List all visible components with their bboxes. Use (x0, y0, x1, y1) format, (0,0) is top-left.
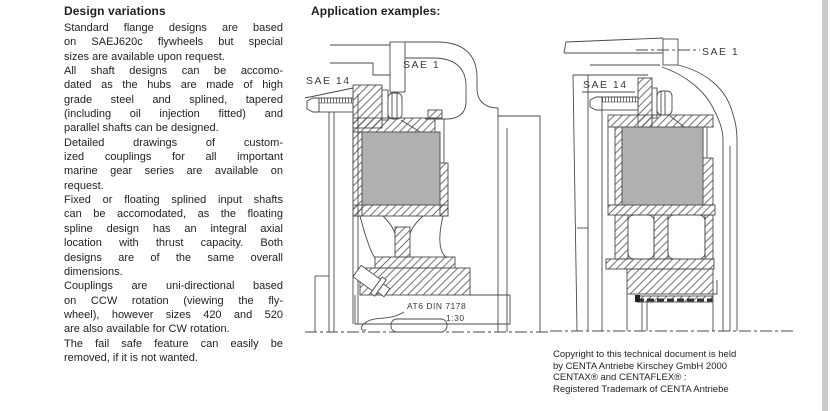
text-line: removed, if it is not wanted. (64, 351, 198, 364)
text-line: (including oil injection fitted) and (64, 108, 283, 121)
text-line: are also available for CW rotation. (64, 323, 230, 336)
copyright-line: Registered Trademark of CENTA Antriebe (553, 383, 729, 395)
text-line: All shaft designs can be accomo- (64, 65, 283, 78)
coupling-drawing-tapered-shaft (305, 28, 550, 340)
paragraph (64, 64, 283, 136)
text-line: Fixed or floating splined input shafts (64, 194, 283, 207)
shaft-tip (590, 97, 602, 110)
text-line: location with thrust capacity. Both (64, 237, 283, 250)
text-line: on CCW rotation (viewing the fly- (64, 294, 283, 307)
text-line: ized couplings for all important (64, 151, 283, 164)
sae1-label-2: SAE 1 (702, 46, 740, 58)
design-variations-column (64, 4, 283, 365)
coupling-cross-section-2 (550, 28, 795, 343)
application-examples-heading: Application examples: (311, 4, 441, 18)
elastomer-element-1 (362, 132, 440, 205)
coupling-drawing-flanged (550, 28, 795, 343)
elastomer-element-2 (622, 127, 703, 205)
text-line: sizes are available upon request. (64, 50, 225, 63)
coupling-cross-section-1 (305, 28, 550, 340)
text-line: parallel shafts can be designed. (64, 122, 219, 135)
paragraph (64, 193, 283, 279)
text-line: grade steel and splined, tapered (64, 93, 283, 106)
taper-spec-label: AT6 DIN 7178 (407, 301, 467, 311)
bolt-washer (382, 90, 388, 120)
text-line: on SAEJ620c flywheels but special (64, 36, 283, 49)
bolt-head (657, 91, 672, 115)
design-paragraphs (64, 21, 283, 365)
text-line: can be accomodated, as the floating (64, 208, 283, 221)
bolt-head (388, 93, 402, 119)
copyright-line: by CENTA Antriebe Kirschey GmbH 2000 (553, 360, 728, 372)
paragraph (64, 21, 283, 64)
text-line: Standard flange designs are based (64, 22, 283, 34)
page-edge-shadow (822, 0, 828, 411)
sae14-label-1: SAE 14 (306, 75, 351, 87)
text-line: Couplings are uni-directional based (64, 280, 283, 293)
copyright-line: CENTAX® and CENTAFLEX® : (553, 372, 687, 384)
text-line: marine gear series are available on (64, 165, 283, 178)
sae14-leader-line (305, 88, 353, 98)
text-line: Detailed drawings of custom- (64, 136, 283, 149)
flange-bore (668, 215, 705, 259)
paragraph (64, 279, 283, 336)
text-line: designs are of the same overall (64, 251, 283, 264)
paragraph (64, 337, 283, 366)
text-line: dated as the hubs are made of high (64, 79, 283, 92)
copyright-block (553, 349, 815, 395)
text-line: dimensions. (64, 265, 123, 278)
text-line: The fail safe feature can easily be (64, 337, 283, 350)
bolt-washer (652, 88, 657, 118)
design-variations-heading: Design variations (64, 4, 166, 18)
paragraph (64, 136, 283, 193)
sae1-label-1: SAE 1 (403, 59, 441, 71)
text-line: request. (64, 179, 104, 192)
text-line: spline design has an integral axial (64, 222, 283, 235)
flange-bore (628, 215, 654, 259)
copyright-line: Copyright to this technical document is held (553, 349, 737, 360)
sae14-label-2: SAE 14 (583, 79, 628, 91)
text-line: wheel), however sizes 420 and 520 (64, 308, 283, 321)
taper-ratio-label: 1:30 (446, 313, 465, 323)
shaft-tip (307, 98, 319, 112)
